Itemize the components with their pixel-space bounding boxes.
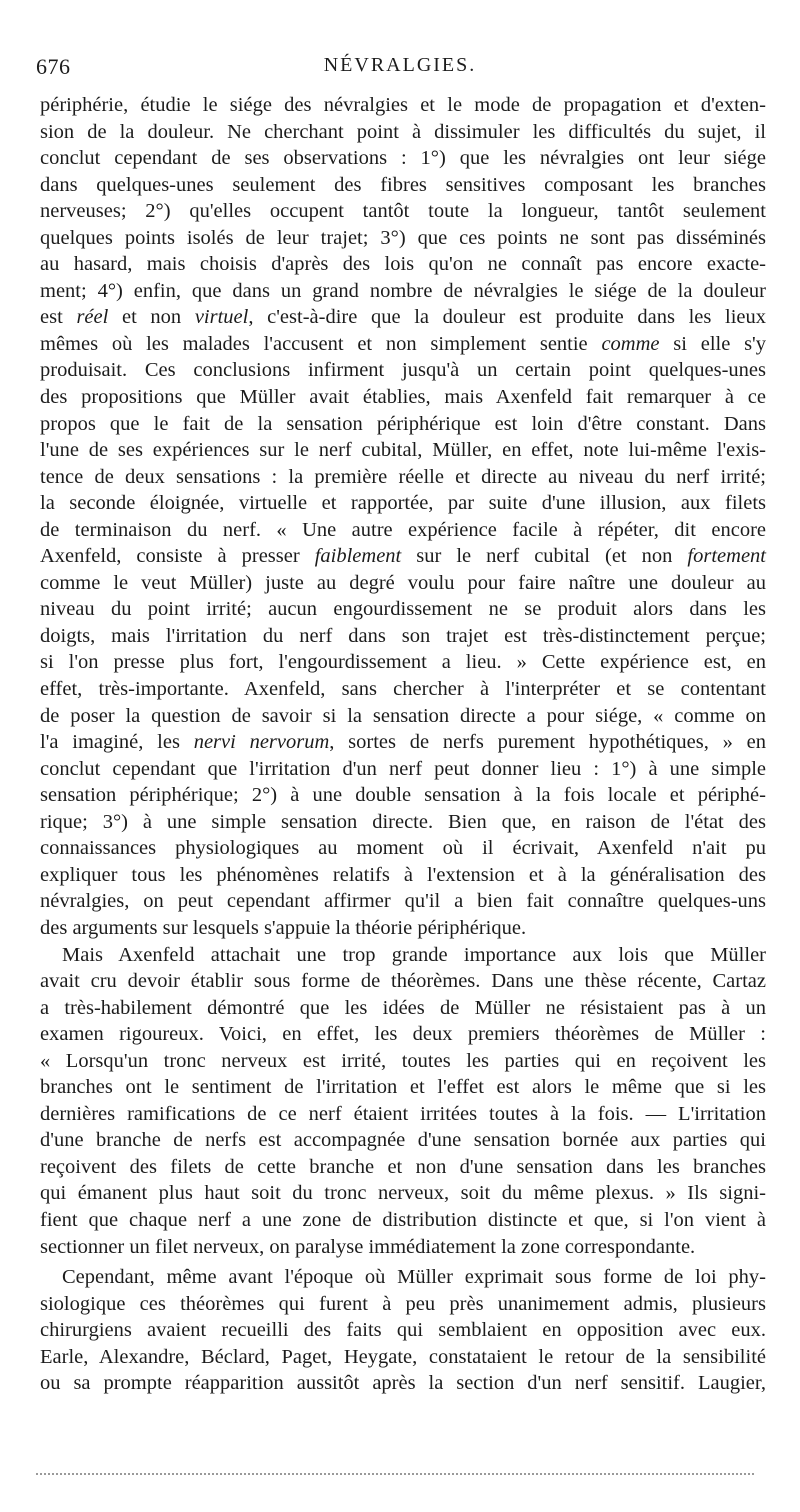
text-line: expliquer tous les phénomènes relatifs à l'extension et à la généralisation des [40, 863, 766, 886]
text-line: niveau du point irrité; aucun engourdissement ne se produit alors dans les [40, 598, 766, 621]
text-line: des arguments sur lesquels s'appuie la théorie périphérique. [40, 916, 527, 939]
text-line: chirurgiens avaient recueilli des faits qui semblaient en opposition avec eux. [40, 1319, 766, 1342]
text-line: siologique ces théorèmes qui furent à peu près unanimement admis, plusieurs [40, 1292, 766, 1315]
text-line: comme le veut Müller) juste au degré voulu pour faire naître une douleur au [40, 571, 766, 594]
text-line: au hasard, mais choisis d'après des lois qu'on ne connaît pas encore exacte- [40, 253, 766, 276]
text-line: ment; 4°) enfin, que dans un grand nombre de névralgies le siége de la douleur [40, 279, 766, 302]
text-line: Earle, Alexandre, Béclard, Paget, Heygate, constataient le retour de la sensibilité [40, 1345, 766, 1368]
text-line: sensation périphérique; 2°) à une double sensation à la fois locale et périphé- [40, 784, 766, 807]
page-header [36, 54, 764, 88]
text-line: fient que chaque nerf a une zone de distribution distincte et que, si l'on vient à [40, 1208, 766, 1231]
text-line: sectionner un filet nerveux, on paralyse immédiatement la zone correspondante. [40, 1235, 696, 1258]
text-line: produisait. Ces conclusions infirment jusqu'à un certain point quelques-unes [40, 359, 766, 382]
text-line: d'une branche de nerfs est accompagnée d'une sensation bornée aux parties qui [40, 1129, 766, 1152]
body-text [40, 92, 766, 1397]
text-line: est réel et non virtuel, c'est-à-dire que la douleur est produite dans les lieux [40, 306, 766, 329]
text-line: conclut cependant de ses observations : 1°) que les névralgies ont leur siége [40, 147, 766, 170]
text-line: dernières ramifications de ce nerf étaient irritées toutes à la fois. — L'irritation [40, 1102, 766, 1125]
text-line: doigts, mais l'irritation du nerf dans son trajet est très-distinctement perçue; [40, 624, 766, 647]
text-line: avait cru devoir établir sous forme de théorèmes. Dans une thèse récente, Cartaz [40, 970, 766, 993]
text-line: rique; 3°) à une simple sensation directe. Bien que, en raison de l'état des [40, 810, 766, 833]
text-line: dans quelques-unes seulement des fibres sensitives composant les branches [40, 173, 766, 196]
text-line: Cependant, même avant l'époque où Müller exprimait sous forme de loi phy- [62, 1266, 766, 1289]
text-line: sion de la douleur. Ne cherchant point à dissimuler les difficultés du sujet, il [40, 120, 766, 143]
text-line: si l'on presse plus fort, l'engourdissement a lieu. » Cette expérience est, en [40, 651, 766, 674]
text-line: branches ont le sentiment de l'irritation et l'effet est alors le même que si les [40, 1076, 766, 1099]
text-line: la seconde éloignée, virtuelle et rapportée, par suite d'une illusion, aux filets [40, 492, 766, 515]
text-line: propos que le fait de la sensation périphérique est loin d'être constant. Dans [40, 412, 766, 435]
text-line: périphérie, étudie le siége des névralgies et le mode de propagation et d'exten- [40, 94, 766, 116]
text-line: nerveuses; 2°) qu'elles occupent tantôt toute la longueur, tantôt seulement [40, 200, 766, 223]
page-number: 676 [36, 54, 71, 79]
text-line: quelques points isolés de leur trajet; 3°) que ces points ne sont pas disséminés [40, 226, 766, 249]
text-line: des propositions que Müller avait établies, mais Axenfeld fait remarquer à ce [40, 386, 766, 409]
text-line: ou sa prompte réapparition aussitôt après la section d'un nerf sensitif. Laugier, [40, 1372, 766, 1395]
text-line: de terminaison du nerf. « Une autre expérience facile à répéter, dit encore [40, 518, 766, 541]
text-line: effet, très-importante. Axenfeld, sans chercher à l'interpréter et se contentant [40, 678, 766, 701]
text-line: examen rigoureux. Voici, en effet, les deux premiers théorèmes de Müller : [40, 1023, 766, 1046]
text-line: qui émanent plus haut soit du tronc nerveux, soit du même plexus. » Ils signi- [40, 1182, 766, 1205]
text-line: reçoivent des filets de cette branche et non d'une sensation dans les branches [40, 1155, 766, 1178]
text-line: Axenfeld, consiste à presser faiblement sur le nerf cubital (et non fortement [40, 545, 766, 568]
running-title: NÉVRALGIES. [323, 54, 477, 76]
text-line: tence de deux sensations : la première réelle et directe au niveau du nerf irrité; [40, 465, 766, 488]
text-line: a très-habilement démontré que les idées de Müller ne résistaient pas à un [40, 996, 766, 1019]
footer-dotted-rule [36, 1473, 754, 1475]
text-line: l'une de ses expériences sur le nerf cubital, Müller, en effet, note lui-même l'exis- [40, 439, 766, 462]
text-line: névralgies, on peut cependant affirmer qu'il a bien fait connaître quelques-uns [40, 890, 766, 913]
text-line: « Lorsqu'un tronc nerveux est irrité, toutes les parties qui en reçoivent les [40, 1049, 766, 1072]
text-line: conclut cependant que l'irritation d'un nerf peut donner lieu : 1°) à une simple [40, 757, 766, 780]
text-line: mêmes où les malades l'accusent et non simplement sentie comme si elle s'y [40, 332, 767, 355]
text-line: l'a imaginé, les nervi nervorum, sortes de nerfs purement hypothétiques, » en [40, 731, 766, 754]
text-line: de poser la question de savoir si la sensation directe a pour siége, « comme on [40, 704, 766, 727]
text-line: connaissances physiologiques au moment où il écrivait, Axenfeld n'ait pu [40, 837, 766, 860]
text-line: Mais Axenfeld attachait une trop grande importance aux lois que Müller [62, 943, 766, 966]
